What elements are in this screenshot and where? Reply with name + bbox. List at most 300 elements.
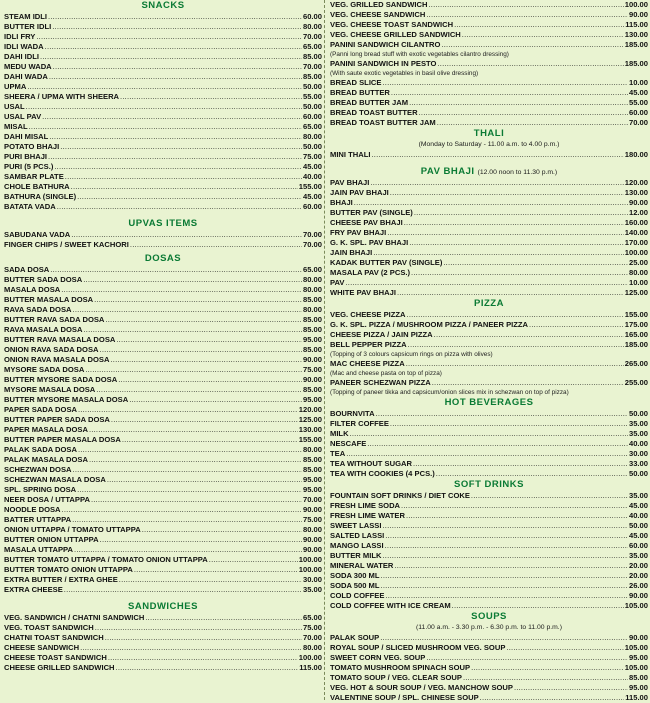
leader-dots xyxy=(413,459,628,469)
item-price: 40.00 xyxy=(628,511,648,520)
item-name: KADAK BUTTER PAV (SINGLE) xyxy=(330,258,443,267)
item-name: MINERAL WATER xyxy=(330,561,394,570)
item-name: BUTTER TOMATO UTTAPPA / TOMATO ONION UTTAPPA xyxy=(4,555,208,564)
item-price: 35.00 xyxy=(628,491,648,500)
leader-dots xyxy=(406,359,624,369)
menu-item xyxy=(330,359,648,369)
item-name: PALAK SADA DOSA xyxy=(4,445,77,454)
leader-dots xyxy=(42,112,302,122)
menu-item xyxy=(4,42,322,52)
menu-item xyxy=(330,10,648,20)
section-title-soft-drinks: SOFT DRINKS xyxy=(454,479,524,490)
item-name: BATATA VADA xyxy=(4,202,56,211)
item-price: 60.00 xyxy=(302,112,322,121)
item-name: PURI (5 PCS.) xyxy=(4,162,54,171)
menu-item xyxy=(330,188,648,198)
item-name: PAPER SADA DOSA xyxy=(4,405,77,414)
item-price: 185.00 xyxy=(624,340,648,349)
item-price: 70.00 xyxy=(628,118,648,127)
menu-item xyxy=(4,285,322,295)
item-name: VEG. CHEESE PIZZA xyxy=(330,310,406,319)
item-price: 50.00 xyxy=(302,102,322,111)
item-price: 105.00 xyxy=(624,601,648,610)
item-price: 80.00 xyxy=(302,525,322,534)
leader-dots xyxy=(110,355,302,365)
leader-dots xyxy=(48,12,302,22)
item-name: MYSORE MASALA DOSA xyxy=(4,385,96,394)
item-price: 95.00 xyxy=(628,653,648,662)
item-name: BREAD TOAST BUTTER JAM xyxy=(330,118,436,127)
leader-dots xyxy=(436,469,628,479)
item-price: 185.00 xyxy=(624,40,648,49)
leader-dots xyxy=(49,132,302,142)
menu-item xyxy=(330,0,648,10)
item-name: SWEET CORN VEG. SOUP xyxy=(330,653,426,662)
item-name: USAL xyxy=(4,102,25,111)
menu-item xyxy=(4,142,322,152)
menu-item xyxy=(4,425,322,435)
leader-dots xyxy=(437,118,628,128)
item-price: 125.00 xyxy=(624,288,648,297)
leader-dots xyxy=(426,653,628,663)
item-name: CHEESE SANDWICH xyxy=(4,643,80,652)
item-price: 90.00 xyxy=(628,591,648,600)
left-column xyxy=(4,0,322,673)
item-name: ONION RAVA MASALA DOSA xyxy=(4,355,110,364)
item-description: (Topping of 3 colours capsicum rings on pizza with olives) xyxy=(330,351,493,358)
leader-dots xyxy=(116,335,302,345)
leader-dots xyxy=(390,419,628,429)
item-price: 10.00 xyxy=(628,278,648,287)
leader-dots xyxy=(60,142,302,152)
leader-dots xyxy=(437,59,623,69)
item-price: 60.00 xyxy=(302,202,322,211)
item-name: VEG. GRILLED SANDWICH xyxy=(330,0,428,9)
item-name: BATTER UTTAPPA xyxy=(4,515,72,524)
pizza-list xyxy=(330,310,648,397)
item-name: SHEERA / UPMA WITH SHEERA xyxy=(4,92,120,101)
item-name: FRESH LIME SODA xyxy=(330,501,401,510)
item-name: MANGO LASSI xyxy=(330,541,384,550)
item-name: CHEESE GRILLED SANDWICH xyxy=(4,663,115,672)
item-price: 30.00 xyxy=(628,449,648,458)
leader-dots xyxy=(45,42,302,52)
item-price: 65.00 xyxy=(302,42,322,51)
menu-item xyxy=(330,20,648,30)
menu-item xyxy=(330,429,648,439)
item-name: STEAM IDLI xyxy=(4,12,48,21)
item-name: TOMATO SOUP / VEG. CLEAR SOUP xyxy=(330,673,462,682)
menu-item xyxy=(330,248,648,258)
item-price: 45.00 xyxy=(628,501,648,510)
menu-item xyxy=(330,330,648,340)
menu-item xyxy=(4,435,322,445)
leader-dots xyxy=(53,62,302,72)
menu-item xyxy=(330,449,648,459)
item-name: VEG. HOT & SOUR SOUP / VEG. MANCHOW SOUP xyxy=(330,683,513,692)
leader-dots xyxy=(61,285,302,295)
menu-item xyxy=(330,469,648,479)
menu-item xyxy=(4,122,322,132)
item-price: 20.00 xyxy=(628,561,648,570)
menu-item xyxy=(330,258,648,268)
leader-dots xyxy=(108,653,298,663)
item-name: BUTTER SADA DOSA xyxy=(4,275,83,284)
item-price: 130.00 xyxy=(298,425,322,434)
item-price: 60.00 xyxy=(302,12,322,21)
leader-dots xyxy=(120,92,302,102)
leader-dots xyxy=(78,445,302,455)
menu-item xyxy=(4,485,322,495)
leader-dots xyxy=(105,633,302,643)
item-price: 50.00 xyxy=(628,521,648,530)
menu-item xyxy=(4,325,322,335)
menu-item xyxy=(4,265,322,275)
item-name: MASALA UTTAPPA xyxy=(4,545,74,554)
item-price: 85.00 xyxy=(302,465,322,474)
leader-dots xyxy=(387,228,624,238)
menu-item xyxy=(4,12,322,22)
section-title-soups: SOUPS xyxy=(471,611,507,622)
item-price: 175.00 xyxy=(624,320,648,329)
item-price: 85.00 xyxy=(302,52,322,61)
menu-item xyxy=(4,295,322,305)
item-price: 75.00 xyxy=(302,623,322,632)
section-title-snacks: SNACKS xyxy=(141,0,185,11)
item-name: VEG. CHEESE SANDWICH xyxy=(330,10,426,19)
leader-dots xyxy=(134,565,298,575)
item-name: UPMA xyxy=(4,82,27,91)
leader-dots xyxy=(29,122,302,132)
item-price: 65.00 xyxy=(302,265,322,274)
item-price: 130.00 xyxy=(624,30,648,39)
item-price: 70.00 xyxy=(302,495,322,504)
item-name: VEG. TOAST SANDWICH xyxy=(4,623,94,632)
menu-item xyxy=(4,315,322,325)
menu-item xyxy=(330,459,648,469)
item-name: DAHI WADA xyxy=(4,72,48,81)
menu-item xyxy=(4,22,322,32)
leader-dots xyxy=(85,365,302,375)
item-price: 80.00 xyxy=(302,643,322,652)
leader-dots xyxy=(373,248,624,258)
leader-dots xyxy=(380,633,628,643)
leader-dots xyxy=(72,515,302,525)
section-title-thali: THALI xyxy=(473,128,505,139)
item-name: ONION UTTAPPA / TOMATO UTTAPPA xyxy=(4,525,141,534)
leader-dots xyxy=(346,449,628,459)
leader-dots xyxy=(471,491,628,501)
menu-item xyxy=(330,310,648,320)
item-price: 100.00 xyxy=(624,0,648,9)
item-name: SPL. SPRING DOSA xyxy=(4,485,77,494)
menu-item xyxy=(4,613,322,623)
menu-item xyxy=(4,415,322,425)
item-price: 185.00 xyxy=(624,59,648,68)
leader-dots xyxy=(452,601,624,611)
leader-dots xyxy=(370,178,623,188)
item-name: TEA WITH COOKIES (4 PCS.) xyxy=(330,469,435,478)
item-name: BREAD BUTTER xyxy=(330,88,390,97)
item-name: CHOLE BATHURA xyxy=(4,182,70,191)
menu-item xyxy=(4,495,322,505)
leader-dots xyxy=(36,32,302,42)
menu-item xyxy=(330,673,648,683)
item-price: 70.00 xyxy=(302,32,322,41)
item-name: MILK xyxy=(330,429,349,438)
menu-item xyxy=(4,545,322,555)
item-price: 40.00 xyxy=(628,439,648,448)
menu-item xyxy=(4,92,322,102)
section-title-hot-beverages: HOT BEVERAGES xyxy=(444,397,534,408)
item-price: 70.00 xyxy=(302,230,322,239)
menu-item xyxy=(4,102,322,112)
leader-dots xyxy=(80,643,302,653)
item-name: PALAK MASALA DOSA xyxy=(4,455,88,464)
menu-item xyxy=(330,653,648,663)
menu-item xyxy=(4,535,322,545)
menu-item xyxy=(4,345,322,355)
menu-item xyxy=(4,52,322,62)
menu-item xyxy=(4,72,322,82)
item-price: 120.00 xyxy=(298,405,322,414)
leader-dots xyxy=(119,575,302,585)
leader-dots xyxy=(83,325,302,335)
menu-item xyxy=(330,693,648,703)
section-title-sandwiches: SANDWICHES xyxy=(128,601,198,612)
item-price: 160.00 xyxy=(624,218,648,227)
menu-item xyxy=(330,150,648,160)
leader-dots xyxy=(130,240,302,250)
menu-item xyxy=(330,571,648,581)
menu-item xyxy=(330,663,648,673)
leader-dots xyxy=(506,643,623,653)
item-price: 80.00 xyxy=(302,132,322,141)
item-price: 50.00 xyxy=(302,82,322,91)
leader-dots xyxy=(441,40,623,50)
item-price: 90.00 xyxy=(302,505,322,514)
menu-item xyxy=(4,32,322,42)
menu-item xyxy=(330,409,648,419)
item-name: FOUNTAIN SOFT DRINKS / DIET COKE xyxy=(330,491,470,500)
menu-item xyxy=(4,555,322,565)
menu-item xyxy=(4,132,322,142)
menu-item xyxy=(4,455,322,465)
item-price: 100.00 xyxy=(298,653,322,662)
menu-item xyxy=(4,305,322,315)
item-price: 40.00 xyxy=(302,172,322,181)
menu-item xyxy=(4,623,322,633)
item-name: MYSORE SADA DOSA xyxy=(4,365,85,374)
item-name: COLD COFFEE xyxy=(330,591,385,600)
leader-dots xyxy=(354,198,628,208)
leader-dots xyxy=(95,623,302,633)
menu-item xyxy=(330,59,648,69)
item-name: RAVA MASALA DOSA xyxy=(4,325,83,334)
item-price: 35.00 xyxy=(628,419,648,428)
item-price: 50.00 xyxy=(628,409,648,418)
item-price: 180.00 xyxy=(624,150,648,159)
item-name: IDLI FRY xyxy=(4,32,36,41)
leader-dots xyxy=(49,72,302,82)
item-name: PALAK SOUP xyxy=(330,633,380,642)
leader-dots xyxy=(471,663,624,673)
item-price: 95.00 xyxy=(628,683,648,692)
menu-item xyxy=(330,238,648,248)
menu-item xyxy=(4,172,322,182)
item-name: FRY PAV BHAJI xyxy=(330,228,387,237)
leader-dots xyxy=(64,585,302,595)
item-name: CHEESE PAV BHAJI xyxy=(330,218,403,227)
item-price: 95.00 xyxy=(302,485,322,494)
leader-dots xyxy=(145,613,302,623)
item-price: 20.00 xyxy=(628,571,648,580)
item-name: SABUDANA VADA xyxy=(4,230,71,239)
menu-item xyxy=(330,501,648,511)
menu-item xyxy=(330,591,648,601)
item-name: BUTTER PAPER MASALA DOSA xyxy=(4,435,121,444)
menu-item xyxy=(4,202,322,212)
leader-dots xyxy=(346,278,628,288)
pav-bhaji-hours: (12.00 noon to 11.30 p.m.) xyxy=(477,169,558,176)
item-price: 85.00 xyxy=(302,295,322,304)
leader-dots xyxy=(462,30,624,40)
leader-dots xyxy=(27,82,302,92)
item-price: 90.00 xyxy=(302,545,322,554)
leader-dots xyxy=(65,172,302,182)
leader-dots xyxy=(209,555,298,565)
item-price: 85.00 xyxy=(302,385,322,394)
leader-dots xyxy=(529,320,624,330)
item-description: (Mac and cheese pasta on top of pizza) xyxy=(330,370,442,377)
leader-dots xyxy=(54,162,302,172)
leader-dots xyxy=(432,378,624,388)
menu-item xyxy=(4,82,322,92)
item-name: PANINI SANDWICH IN PESTO xyxy=(330,59,437,68)
menu-item xyxy=(330,531,648,541)
menu-item xyxy=(330,278,648,288)
leader-dots xyxy=(463,673,628,683)
item-name: SAMBAR PLATE xyxy=(4,172,64,181)
item-price: 115.00 xyxy=(625,20,648,29)
menu-item xyxy=(330,683,648,693)
leader-dots xyxy=(26,102,302,112)
section-title-pizza: PIZZA xyxy=(474,298,504,309)
menu-item xyxy=(4,62,322,72)
leader-dots xyxy=(385,591,628,601)
item-price: 26.00 xyxy=(628,581,648,590)
item-price: 60.00 xyxy=(628,541,648,550)
leader-dots xyxy=(129,395,302,405)
section-title-upvas: UPVAS ITEMS xyxy=(128,218,198,229)
item-price: 75.00 xyxy=(302,365,322,374)
menu-item xyxy=(4,395,322,405)
item-price: 35.00 xyxy=(628,429,648,438)
menu-item xyxy=(330,198,648,208)
leader-dots xyxy=(404,218,624,228)
item-name: BOURNVITA xyxy=(330,409,375,418)
item-name: SCHEZWAN DOSA xyxy=(4,465,72,474)
item-name: ROYAL SOUP / SLICED MUSHROOM VEG. SOUP xyxy=(330,643,506,652)
item-name: DAHI MISAL xyxy=(4,132,49,141)
leader-dots xyxy=(397,288,624,298)
item-price: 80.00 xyxy=(628,268,648,277)
menu-item xyxy=(330,491,648,501)
item-name: FRESH LIME WATER xyxy=(330,511,405,520)
leader-dots xyxy=(381,571,628,581)
leader-dots xyxy=(406,511,628,521)
item-price: 120.00 xyxy=(624,178,648,187)
leader-dots xyxy=(385,531,628,541)
item-name: SODA 300 ML xyxy=(330,571,380,580)
item-price: 33.00 xyxy=(628,459,648,468)
item-name: BREAD BUTTER JAM xyxy=(330,98,409,107)
item-name: MISAL xyxy=(4,122,28,131)
leader-dots xyxy=(480,693,625,703)
item-price: 100.00 xyxy=(298,565,322,574)
item-name: JAIN PAV BHAJI xyxy=(330,188,389,197)
item-name: PANEER SCHEZWAN PIZZA xyxy=(330,378,431,387)
item-name: DAHI IDLI xyxy=(4,52,40,61)
item-price: 265.00 xyxy=(624,359,648,368)
item-price: 10.00 xyxy=(628,78,648,87)
item-name: VEG. CHEESE GRILLED SANDWICH xyxy=(330,30,461,39)
leader-dots xyxy=(71,230,302,240)
leader-dots xyxy=(391,88,628,98)
leader-dots xyxy=(83,275,302,285)
upvas-list xyxy=(4,230,322,250)
item-name: BUTTER MYSORE MASALA DOSA xyxy=(4,395,129,404)
item-name: VALENTINE SOUP / SPL. CHINESE SOUP xyxy=(330,693,479,702)
item-name: BREAD TOAST BUTTER xyxy=(330,108,418,117)
item-name: BATHURA (SINGLE) xyxy=(4,192,77,201)
item-name: EXTRA CHEESE xyxy=(4,585,63,594)
item-name: NEER DOSA / UTTAPPA xyxy=(4,495,90,504)
dosas-list xyxy=(4,265,322,595)
item-name: BUTTER PAPER SADA DOSA xyxy=(4,415,110,424)
item-price: 45.00 xyxy=(302,192,322,201)
menu-item xyxy=(4,525,322,535)
item-price: 80.00 xyxy=(302,285,322,294)
menu-item xyxy=(330,30,648,40)
item-name: BUTTER RAVA MASALA DOSA xyxy=(4,335,116,344)
item-name: SODA 500 ML xyxy=(330,581,380,590)
item-name: BUTTER RAVA SADA DOSA xyxy=(4,315,105,324)
item-price: 95.00 xyxy=(302,395,322,404)
item-price: 90.00 xyxy=(302,355,322,364)
item-price: 70.00 xyxy=(302,240,322,249)
menu-item xyxy=(4,385,322,395)
item-price: 85.00 xyxy=(302,345,322,354)
item-name: BUTTER MILK xyxy=(330,551,382,560)
leader-dots xyxy=(116,663,299,673)
leader-dots xyxy=(78,405,298,415)
item-price: 155.00 xyxy=(298,182,322,191)
item-price: 125.00 xyxy=(298,415,322,424)
leader-dots xyxy=(107,475,302,485)
leader-dots xyxy=(385,541,628,551)
item-name: MASALA DOSA xyxy=(4,285,61,294)
leader-dots xyxy=(111,415,298,425)
item-price: 35.00 xyxy=(302,585,322,594)
item-name: BELL PEPPER PIZZA xyxy=(330,340,407,349)
item-price: 90.00 xyxy=(302,535,322,544)
item-name: BUTTER MYSORE SADA DOSA xyxy=(4,375,118,384)
item-price: 95.00 xyxy=(302,335,322,344)
menu-item xyxy=(330,541,648,551)
menu-item xyxy=(4,365,322,375)
section-title-pav-bhaji: PAV BHAJI (12.00 noon to 11.30 p.m.) xyxy=(420,166,558,177)
